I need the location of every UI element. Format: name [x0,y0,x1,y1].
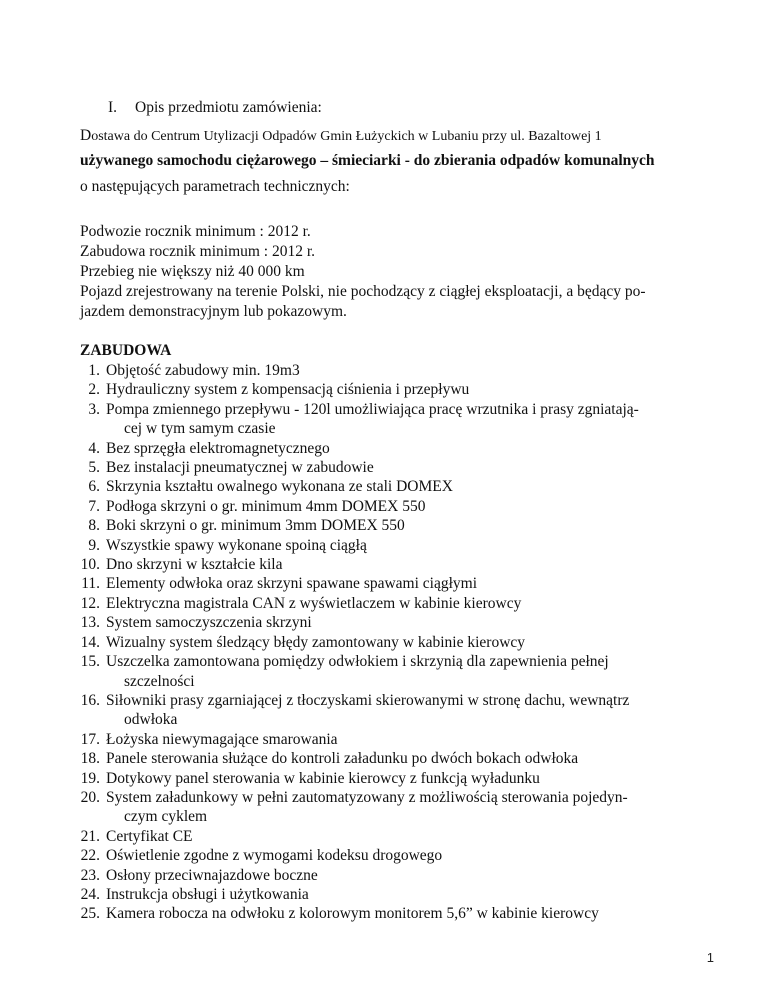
list-item [80,730,700,749]
list-item [80,769,700,788]
list-item-text [106,633,700,652]
param-line: Przebieg nie większy niż 40 000 km [80,263,305,280]
list-item [80,749,700,768]
list-item-number: 8. [88,517,100,535]
list-item-text [106,536,700,555]
list-item-text [106,497,700,516]
list-item-number: 3. [88,400,100,418]
heading-number: I. [108,99,118,116]
list-item [80,904,700,923]
list-item-number: 16. [80,691,100,709]
list-item-number: 20. [80,788,100,806]
list-item [80,536,700,555]
list-item [80,574,700,593]
list-item-line: Siłowniki prasy zgarniającej z tłoczyskami skierowanymi w stronę dachu, wewnątrz [106,691,630,709]
list-item-text [106,380,700,399]
list-item [80,458,700,477]
list-item-number: 1. [88,362,100,379]
list-item-text [106,652,700,691]
list-item-line: szczelności [124,672,195,690]
list-item-number: 5. [88,459,100,477]
list-item [80,633,700,652]
list-item-text [106,904,700,923]
list-item-line: Uszczelka zamontowana pomiędzy odwłokiem i skrzynią dla zapewnienia pełnej [106,653,609,671]
list-item-line: Dotykowy panel sterowania w kabinie kierowcy z funkcją wyładunku [106,769,540,787]
list-item [80,361,700,380]
delivery-line [80,126,602,147]
list-item-line: Dno skrzyni w kształcie kila [106,556,283,574]
list-item-number: 21. [80,827,100,845]
list-item [80,788,700,827]
vehicle-line: używanego samochodu ciężarowego – śmieciarki - do zbierania odpadów komunalnych [80,152,655,169]
list-item-text [106,613,700,632]
param-line: Pojazd zrejestrowany na terenie Polski, nie pochodzący z ciągłej eksploatacji, a będący po- [80,283,646,300]
list-item-number: 9. [88,536,100,554]
list-item [80,885,700,904]
list-item-line: Objętość zabudowy min. 19m3 [106,362,300,379]
list-item-text [106,827,700,846]
list-item-line: System samoczyszczenia skrzyni [106,614,312,632]
list-item [80,652,700,691]
list-item [80,380,700,399]
param-line: Zabudowa rocznik minimum : 2012 r. [80,243,316,260]
list-item [80,866,700,885]
list-item-line: Łożyska niewymagające smarowania [106,730,338,748]
list-item-line: czym cyklem [124,808,208,826]
list-item-number: 19. [80,769,100,787]
list-item-line: Instrukcja obsługi i użytkowania [106,885,309,903]
list-item-line: Wszystkie spawy wykonane spoiną ciągłą [106,536,367,554]
list-item [80,594,700,613]
list-item-line: Panele sterowania służące do kontroli załadunku po dwóch bokach odwłoka [106,750,579,768]
list-item-line: Hydrauliczny system z kompensacją ciśnienia i przepływu [106,381,470,399]
list-item-number: 10. [80,556,100,574]
list-item-line: Pompa zmiennego przepływu - 120l umożliwiająca pracę wrzutnika i prasy zgniatają- [106,400,639,418]
list-item-line: Bez sprzęgła elektromagnetycznego [106,439,330,457]
list-item-number: 18. [80,750,100,768]
list-item-text [106,885,700,904]
list-item-number: 25. [80,905,100,923]
list-item [80,497,700,516]
list-item-line: Podłoga skrzyni o gr. minimum 4mm DOMEX 550 [106,497,426,515]
list-item-text [106,594,700,613]
list-item-line: Certyfikat CE [106,827,193,845]
list-item-number: 11. [81,575,100,593]
list-item-number: 4. [88,439,100,457]
list-item [80,613,700,632]
list-item-line: cej w tym samym czasie [124,420,276,438]
list-item-number: 17. [80,730,100,748]
section-heading [108,98,322,118]
list-item-number: 13. [80,614,100,632]
list-item-text [106,749,700,768]
list-item-line: Kamera robocza na odwłoku z kolorowym monitorem 5,6” w kabinie kierowcy [106,905,599,923]
delivery-initial: D [80,127,92,144]
list-item [80,555,700,574]
list-item [80,827,700,846]
params-block [80,222,680,322]
list-item-line: odwłoka [124,711,178,729]
list-item-number: 14. [80,633,100,651]
list-item-text [106,477,700,496]
list-item [80,691,700,730]
heading-text: Opis przedmiotu zamówienia: [135,99,322,116]
list-item-line: System załadunkowy w pełni zautomatyzowany z możliwością sterowania pojedyn- [106,788,628,806]
list-item-text [106,555,700,574]
list-item-number: 6. [88,478,100,496]
list-item-line: Elektryczna magistrala CAN z wyświetlaczem w kabinie kierowcy [106,594,522,612]
list-item-line: Boki skrzyni o gr. minimum 3mm DOMEX 550 [106,517,405,535]
list-item-text [106,866,700,885]
list-item-text [106,691,700,730]
param-line: Podwozie rocznik minimum : 2012 r. [80,223,311,240]
list-item-text [106,516,700,535]
list-item-number: 15. [80,653,100,671]
list-item-number: 7. [88,497,100,515]
list-item-text [106,788,700,827]
list-item [80,846,700,865]
page-number: 1 [706,950,714,965]
list-item-text [106,458,700,477]
list-item-number: 12. [80,594,100,612]
param-line: jazdem demonstracyjnym lub pokazowym. [80,303,347,320]
list-item-number: 22. [80,847,100,865]
list-item [80,516,700,535]
delivery-text: ostawa do Centrum Utylizacji Odpadów Gmin Łużyckich w Lubaniu przy ul. Bazaltowej 1 [91,129,602,144]
list-item-line: Skrzynia kształtu owalnego wykonana ze stali DOMEX [106,478,453,496]
list-item-line: Bez instalacji pneumatycznej w zabudowie [106,459,374,477]
list-item-text [106,574,700,593]
list-item-line: Oświetlenie zgodne z wymogami kodeksu drogowego [106,847,443,865]
list-item-text [106,846,700,865]
list-item-number: 24. [80,885,100,903]
section-title: ZABUDOWA [80,342,172,359]
list-item-line: Elementy odwłoka oraz skrzyni spawane spawami ciągłymi [106,575,478,593]
list-item-text [106,730,700,749]
list-item-text [106,361,700,380]
list-item-line: Osłony przeciwnajazdowe boczne [106,866,318,884]
list-item-text [106,439,700,458]
list-item-number: 2. [88,381,100,399]
list-item [80,477,700,496]
requirements-list [80,361,700,924]
list-item-line: Wizualny system śledzący błędy zamontowany w kabinie kierowcy [106,633,526,651]
params-intro: o następujących parametrach technicznych: [80,178,350,195]
list-item-text [106,769,700,788]
list-item-number: 23. [80,866,100,884]
list-item-text [106,400,700,439]
list-item [80,400,700,439]
list-item [80,439,700,458]
